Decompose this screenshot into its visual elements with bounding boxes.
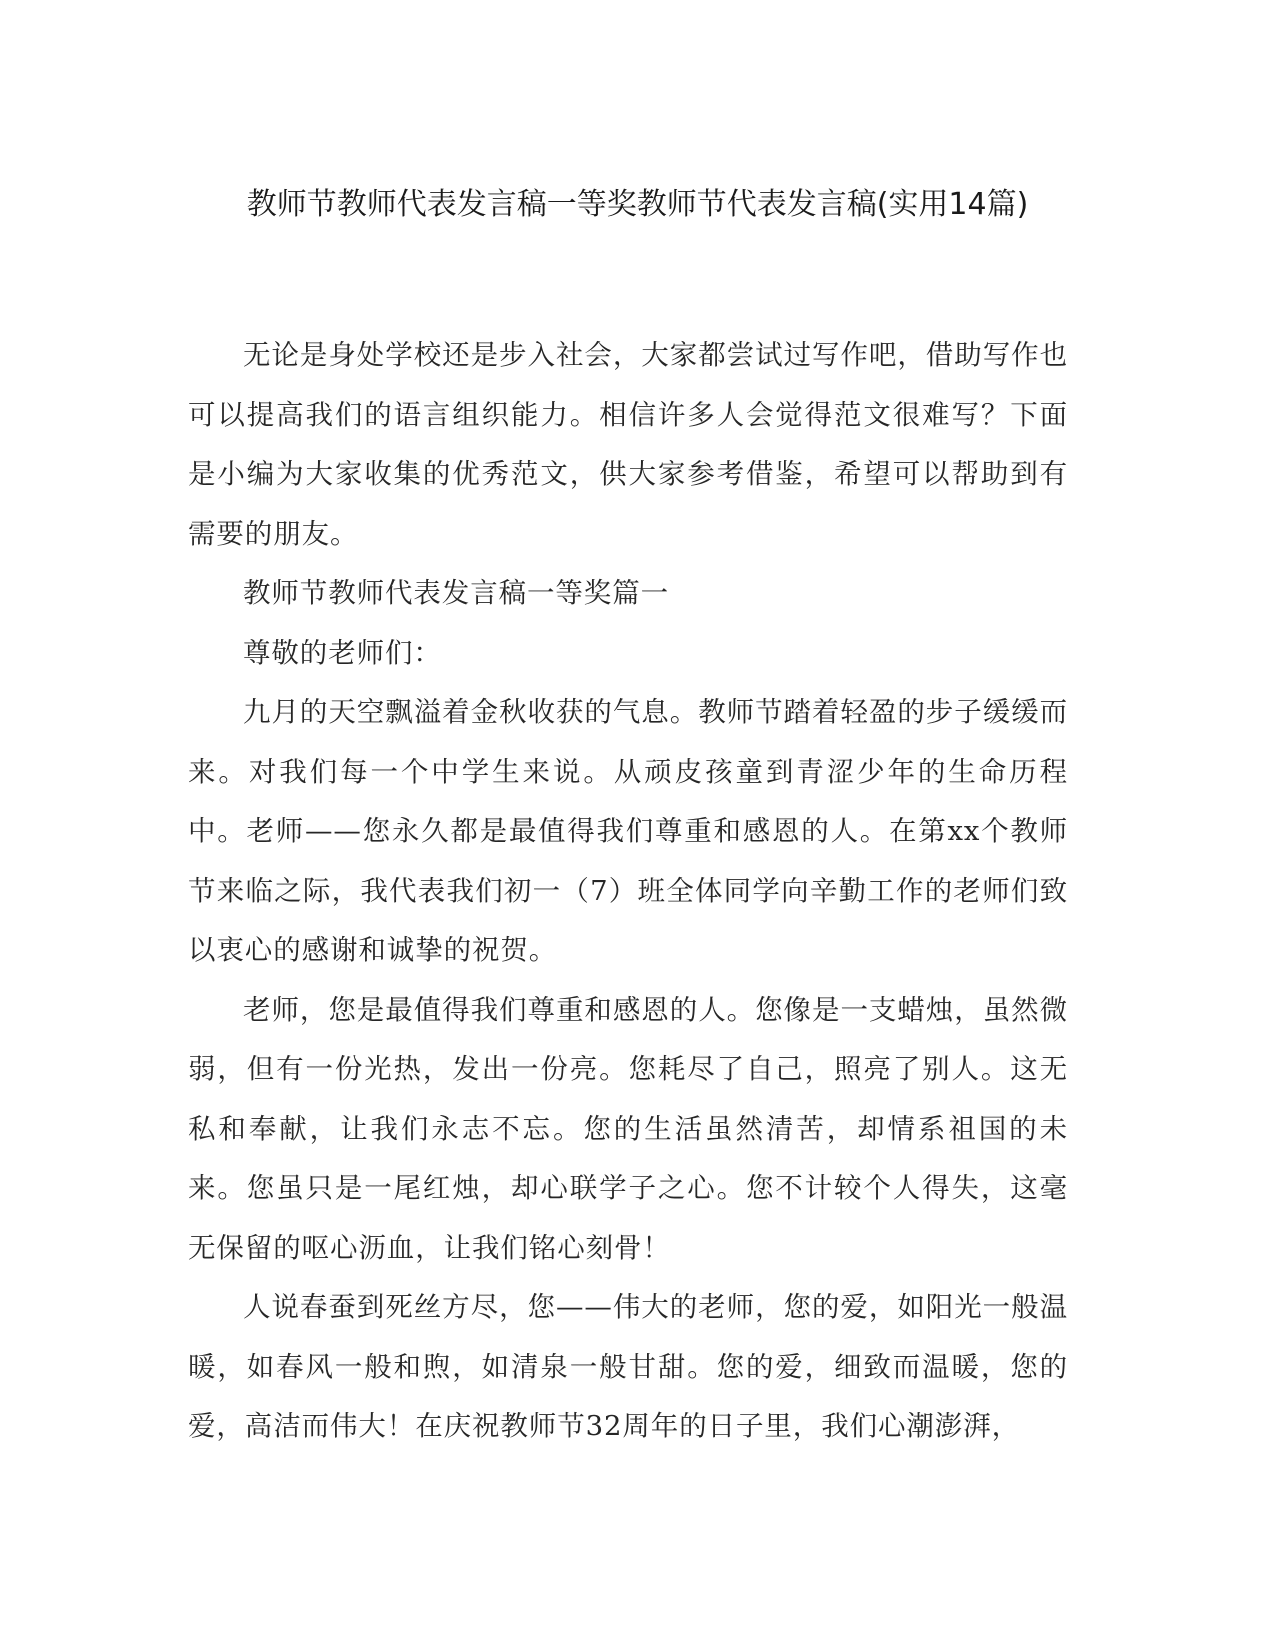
document-body (188, 326, 1068, 1457)
document-title: 教师节教师代表发言稿一等奖教师节代表发言稿(实用14篇) (246, 187, 1029, 222)
salutation: 尊敬的老师们： (243, 636, 442, 669)
section-heading: 教师节教师代表发言稿一等奖篇一 (243, 577, 669, 609)
body-paragraph: 人说春蚕到死丝方尽，您——伟大的老师，您的爱，如阳光一般温暖，如春风一般和煦，如清泉一般甘甜。您的爱，细致而温暖，您的爱，高洁而伟大！在庆祝教师节32周年的日子里，我们心潮澎湃， (188, 1291, 1068, 1442)
body-paragraph: 老师，您是最值得我们尊重和感恩的人。您像是一支蜡烛，虽然微弱，但有一份光热，发出一份亮。您耗尽了自己，照亮了别人。这无私和奉献，让我们永志不忘。您的生活虽然清苦，却情系祖国的未来。您虽只是一尾红烛，却心联学子之心。您不计较个人得失，这毫无保留的呕心沥血，让我们铭心刻骨！ (188, 993, 1068, 1264)
intro-paragraph: 无论是身处学校还是步入社会，大家都尝试过写作吧，借助写作也可以提高我们的语言组织能力。相信许多人会觉得范文很难写？下面是小编为大家收集的优秀范文，供大家参考借鉴，希望可以帮助到有需要的朋友。 (188, 339, 1068, 550)
body-paragraph: 九月的天空飘溢着金秋收获的气息。教师节踏着轻盈的步子缓缓而来。对我们每一个中学生来说。从顽皮孩童到青涩少年的生命历程中。老师——您永久都是最值得我们尊重和感恩的人。在第xx个教师节来临之际，我代表我们初一（7）班全体同学向辛勤工作的老师们致以衷心的感谢和诚挚的祝贺。 (188, 696, 1068, 966)
